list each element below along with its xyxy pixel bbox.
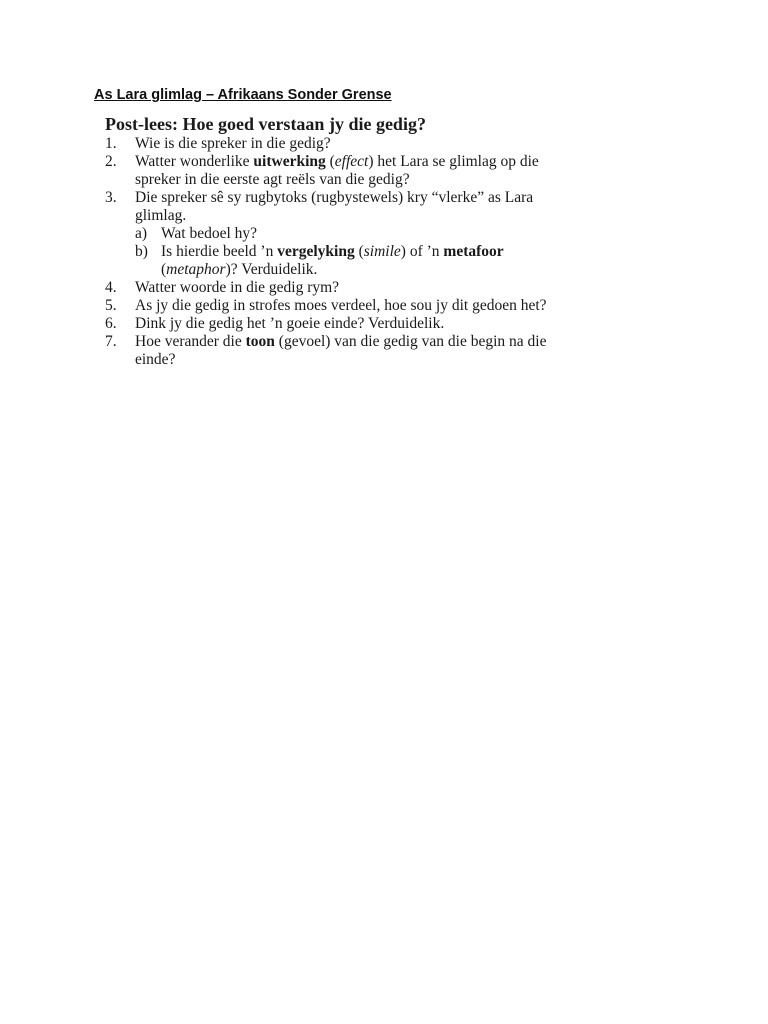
- question-3: [105, 189, 625, 279]
- text-run: Is hierdie beeld ’n: [161, 243, 278, 260]
- question-line: einde?: [135, 351, 176, 368]
- question-line: spreker in die eerste agt reëls van die gedig?: [135, 171, 410, 188]
- text-run: Hoe verander die: [135, 333, 246, 350]
- sub-question-list: [135, 225, 605, 279]
- question-number: 2.: [105, 153, 117, 170]
- text-run: (: [325, 153, 335, 170]
- question-number: 1.: [105, 135, 117, 152]
- document-title: As Lara glimlag – Afrikaans Sonder Grense: [94, 87, 392, 103]
- question-line: glimlag.: [135, 207, 187, 224]
- questions-heading: Post-lees: Hoe goed verstaan jy die gedig?: [105, 114, 426, 134]
- english-term: simile: [363, 243, 401, 260]
- question-6: [105, 315, 625, 333]
- question-line: Dink jy die gedig het ’n goeie einde? Verduidelik.: [135, 315, 445, 332]
- question-list: [105, 135, 625, 369]
- question-1: [105, 135, 625, 153]
- question-text: [135, 315, 605, 333]
- english-term: effect: [334, 153, 369, 170]
- bold-term: uitwerking: [253, 153, 326, 170]
- sub-question-b: [135, 243, 605, 279]
- question-text: [135, 153, 605, 189]
- text-run: ) het Lara se glimlag op die: [368, 153, 539, 170]
- text-run: (gevoel) van die gedig van die begin na die: [274, 333, 547, 350]
- question-number: 3.: [105, 189, 117, 206]
- sub-question-text: [161, 243, 504, 279]
- question-number: 4.: [105, 279, 117, 296]
- text-run: ) of ’n: [400, 243, 444, 260]
- question-text: [135, 297, 605, 315]
- text-run: (: [161, 261, 167, 278]
- question-text: [135, 189, 605, 279]
- english-term: metaphor: [166, 261, 226, 278]
- sub-question-letter: a): [135, 225, 148, 242]
- sub-question-text: Wat bedoel hy?: [161, 225, 258, 242]
- question-line: Die spreker sê sy rugbytoks (rugbystewels) kry “vlerke” as Lara: [135, 189, 534, 206]
- text-run: Watter wonderlike: [135, 153, 254, 170]
- bold-term: vergelyking: [277, 243, 355, 260]
- question-number: 5.: [105, 297, 117, 314]
- question-line: [135, 153, 605, 171]
- bold-term: toon: [245, 333, 275, 350]
- sub-question-a: [135, 225, 605, 243]
- question-line: Wie is die spreker in die gedig?: [135, 135, 331, 152]
- bold-term: metafoor: [443, 243, 504, 260]
- question-2: [105, 153, 625, 189]
- question-text: [135, 333, 605, 369]
- question-number: 7.: [105, 333, 117, 350]
- question-line: Watter woorde in die gedig rym?: [135, 279, 340, 296]
- text-run: (: [354, 243, 364, 260]
- question-line: [161, 261, 504, 279]
- question-text: [135, 279, 605, 297]
- scanned-question-block: [105, 113, 625, 369]
- question-number: 6.: [105, 315, 117, 332]
- question-4: [105, 279, 625, 297]
- question-line: [161, 243, 504, 261]
- question-7: [105, 333, 625, 369]
- question-5: [105, 297, 625, 315]
- question-line: [135, 333, 605, 351]
- sub-question-letter: b): [135, 243, 148, 260]
- question-line: As jy die gedig in strofes moes verdeel, hoe sou jy dit gedoen het?: [135, 297, 547, 314]
- text-run: )? Verduidelik.: [225, 261, 318, 278]
- question-text: [135, 135, 605, 153]
